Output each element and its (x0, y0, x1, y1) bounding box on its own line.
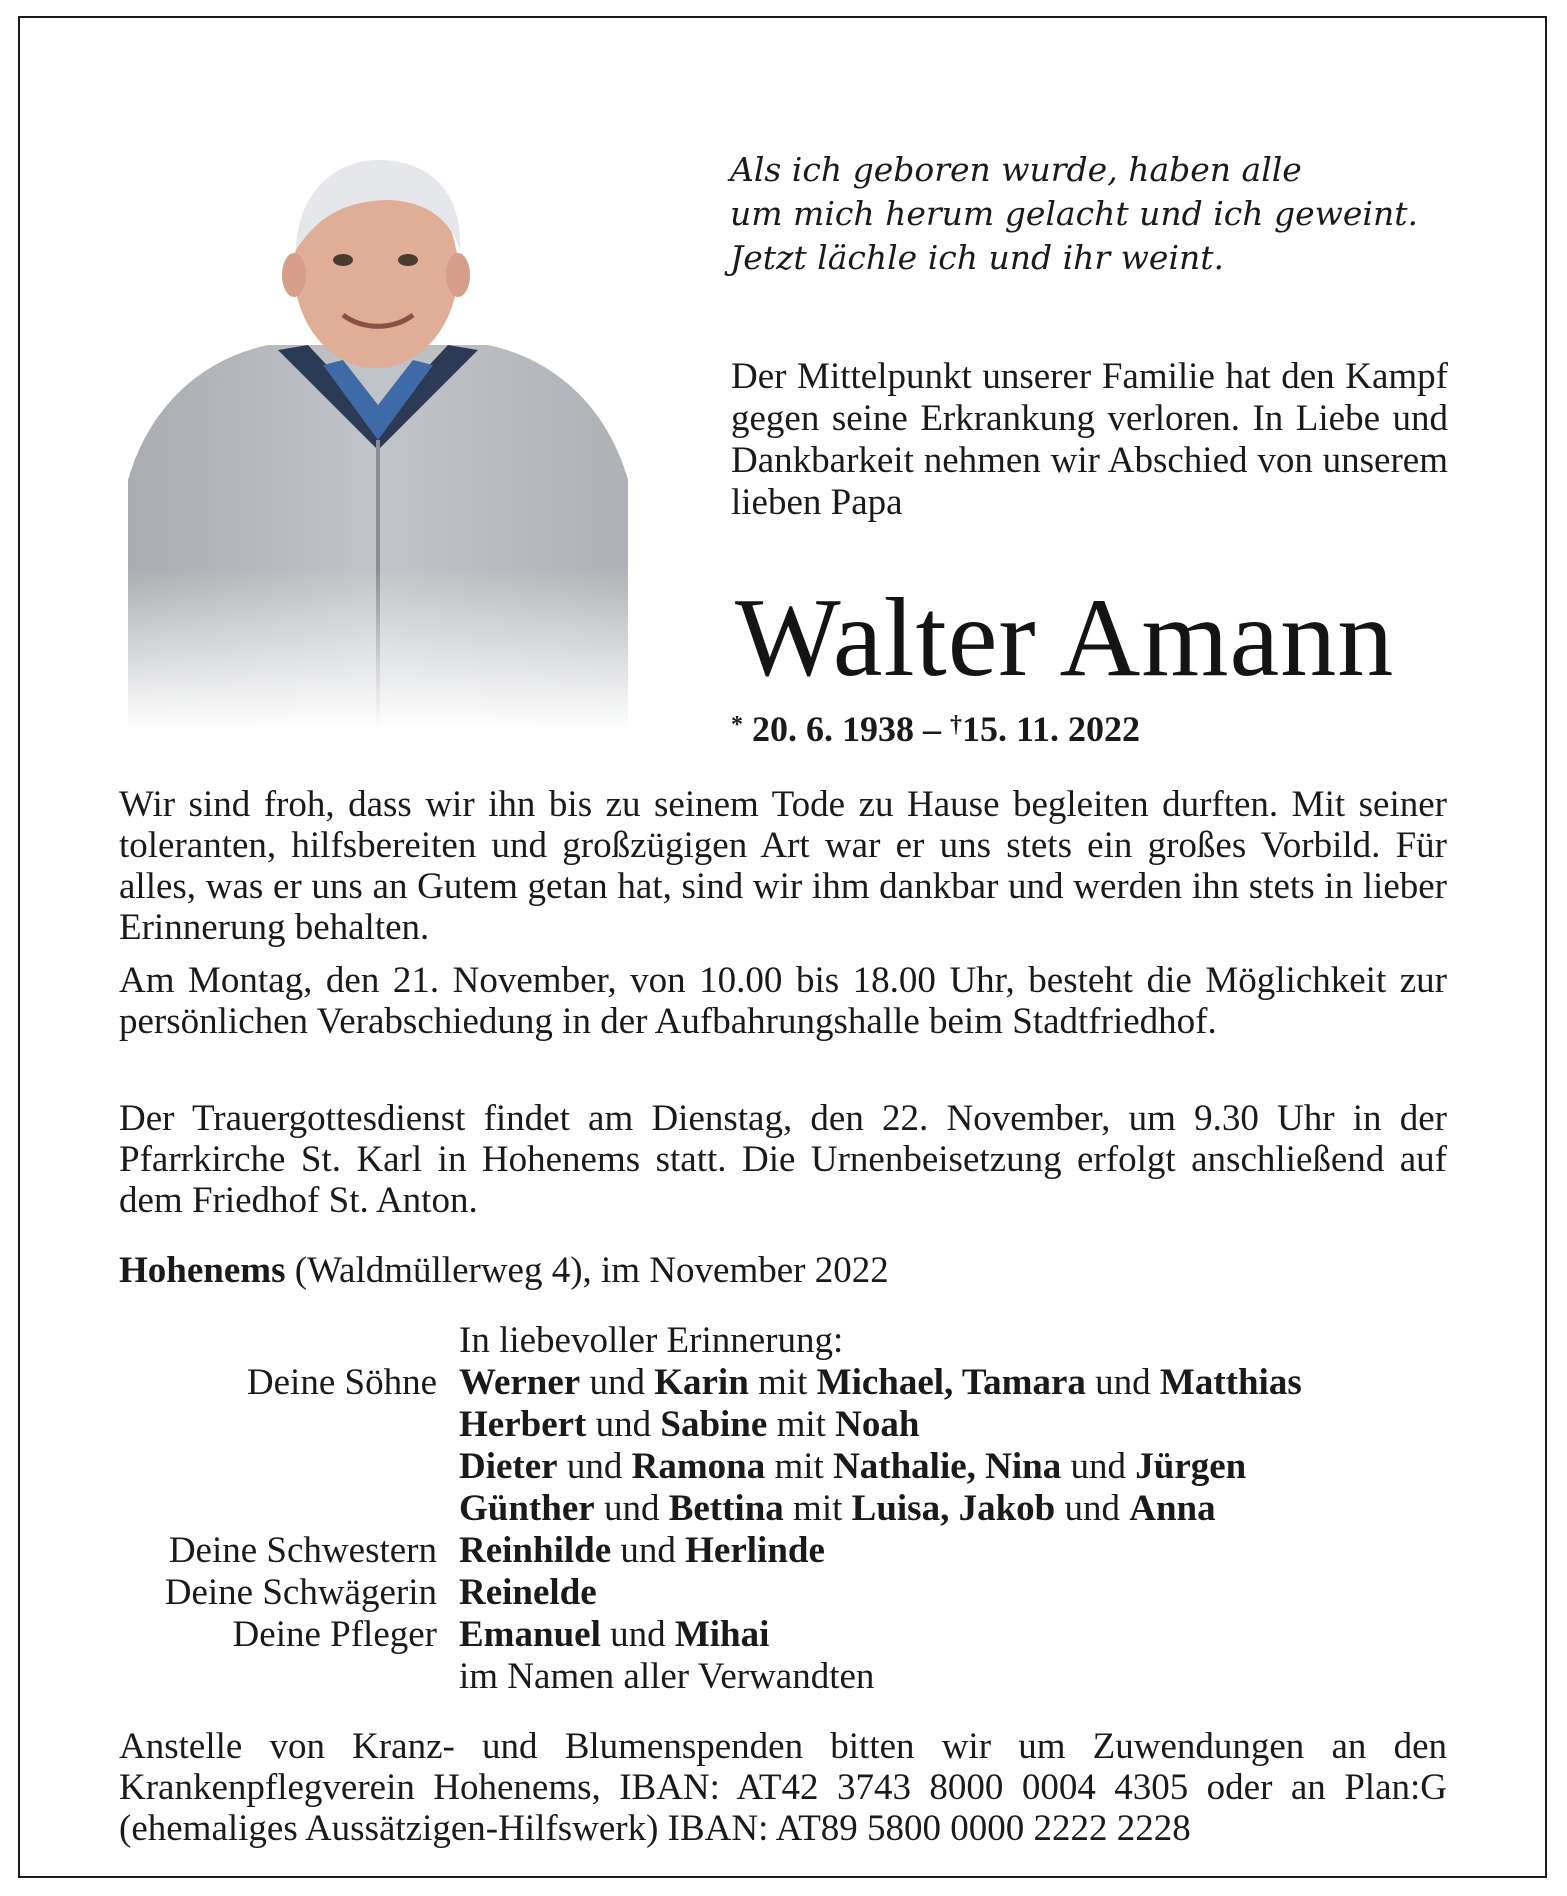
life-dates (731, 707, 1140, 751)
birth-date: 20. 6. 1938 (752, 709, 914, 749)
spouse-name: Karin (654, 1362, 749, 1403)
sisterinlaw-row (100, 1572, 1500, 1614)
conjunction: und (600, 1614, 675, 1655)
spouse-name: Bettina (668, 1488, 784, 1529)
family-list (100, 1320, 1500, 1698)
sons-row (100, 1362, 1500, 1404)
intro-line: Kampf gegen seine Erkrankung verloren. (731, 356, 1448, 439)
conjunction: und (586, 1404, 661, 1445)
conjunction: und (594, 1488, 669, 1529)
quote-line: Als ich geboren wurde, haben alle (730, 150, 1302, 189)
carer-name: Mihai (674, 1614, 770, 1655)
grandchildren-names: Michael, Tamara (816, 1362, 1086, 1403)
conjunction: mit (765, 1446, 834, 1487)
sons-label: Deine Söhne (246, 1362, 437, 1403)
conjunction: und (611, 1530, 686, 1571)
family-intro-row (100, 1320, 1500, 1362)
spouse-name: Sabine (660, 1404, 768, 1445)
conjunction: und (580, 1362, 655, 1403)
son-name: Dieter (459, 1446, 558, 1487)
sisterinlaw-label: Deine Schwägerin (164, 1572, 437, 1613)
spouse-name: Ramona (631, 1446, 766, 1487)
sisters-row (100, 1530, 1500, 1572)
carers-row (100, 1614, 1500, 1656)
memorial-quote (730, 148, 1470, 280)
intro-line: Abschied von unserem lieben Papa (731, 440, 1448, 523)
grandchild-name: Anna (1129, 1488, 1216, 1529)
closing-row (100, 1656, 1500, 1698)
conjunction: und (1061, 1446, 1136, 1487)
son-name: Werner (459, 1362, 581, 1403)
conjunction: und (557, 1446, 632, 1487)
family-intro: In liebevoller Erinnerung: (459, 1320, 844, 1361)
intro-line: Der Mittelpunkt unserer Familie hat den (731, 356, 1335, 397)
place-rest: (Waldmüllerweg 4), im November 2022 (285, 1250, 889, 1291)
sisters-label: Deine Schwestern (168, 1530, 437, 1571)
son-name: Herbert (459, 1404, 587, 1445)
grandchildren-names: Nathalie, Nina (833, 1446, 1062, 1487)
conjunction: mit (748, 1362, 817, 1403)
grandchild-name: Jürgen (1135, 1446, 1247, 1487)
quote-line: um mich herum gelacht und ich geweint. (730, 194, 1418, 233)
grandchildren-names: Luisa, Jakob (851, 1488, 1056, 1529)
death-symbol: † (950, 712, 962, 738)
carer-name: Emanuel (459, 1614, 601, 1655)
sister-name: Reinhilde (459, 1530, 612, 1571)
place-date-line (119, 1250, 889, 1292)
date-dash: – (923, 709, 941, 749)
paragraph-farewell: Am Montag, den 21. November, von 10.00 bis 18.00 Uhr, besteht die Möglichkeit zur persönlichen Verabschiedung in der Aufbahrungshalle beim Stadtfriedhof. (119, 960, 1447, 1042)
intro-text (731, 356, 1448, 524)
sons-row (100, 1488, 1500, 1530)
sisterinlaw-name: Reinelde (459, 1572, 597, 1613)
grandchild-name: Matthias (1159, 1362, 1302, 1403)
portrait-photo (128, 150, 628, 730)
donation-note: Anstelle von Kranz- und Blumenspenden bitten wir um Zuwendungen an den Krankenpflegverein Hohenems, IBAN: AT42 3743 8000 0004 4305 oder an Plan:G (ehemaliges Aussätzigen-Hilfswerk) IBAN: AT89 5800 0000 2222 2228 (119, 1726, 1447, 1849)
son-name: Günther (459, 1488, 595, 1529)
conjunction: mit (767, 1404, 836, 1445)
grandchildren-names: Noah (835, 1404, 920, 1445)
conjunction: mit (783, 1488, 852, 1529)
death-date: 15. 11. 2022 (962, 709, 1141, 749)
paragraph-service: Der Trauergottesdienst findet am Dienstag, den 22. November, um 9.30 Uhr in der Pfarrkirche St. Karl in Hohenems statt. Die Urnenbeisetzung erfolgt anschließend auf dem Friedhof St. Anton. (119, 1098, 1447, 1221)
intro-line: In Liebe und Dankbarkeit nehmen wir (731, 398, 1448, 481)
sister-name: Herlinde (685, 1530, 825, 1571)
paragraph-memory: Wir sind froh, dass wir ihn bis zu seinem Tode zu Hause begleiten durften. Mit seiner toleranten, hilfsbereiten und großzügigen Art war er uns stets ein großes Vorbild. Für alles, was er uns an Gutem getan hat, sind wir ihm dankbar und werden ihn stets in lieber Erinnerung behalten. (119, 784, 1447, 948)
conjunction: und (1055, 1488, 1130, 1529)
family-closing: im Namen aller Verwandten (459, 1656, 875, 1697)
conjunction: und (1085, 1362, 1160, 1403)
carers-label: Deine Pfleger (232, 1614, 437, 1655)
deceased-name: Walter Amann (735, 576, 1395, 700)
quote-line: Jetzt lächle ich und ihr weint. (730, 238, 1225, 277)
place-city: Hohenems (119, 1250, 286, 1291)
sons-row (100, 1446, 1500, 1488)
sons-row (100, 1404, 1500, 1446)
birth-symbol: * (731, 712, 743, 738)
